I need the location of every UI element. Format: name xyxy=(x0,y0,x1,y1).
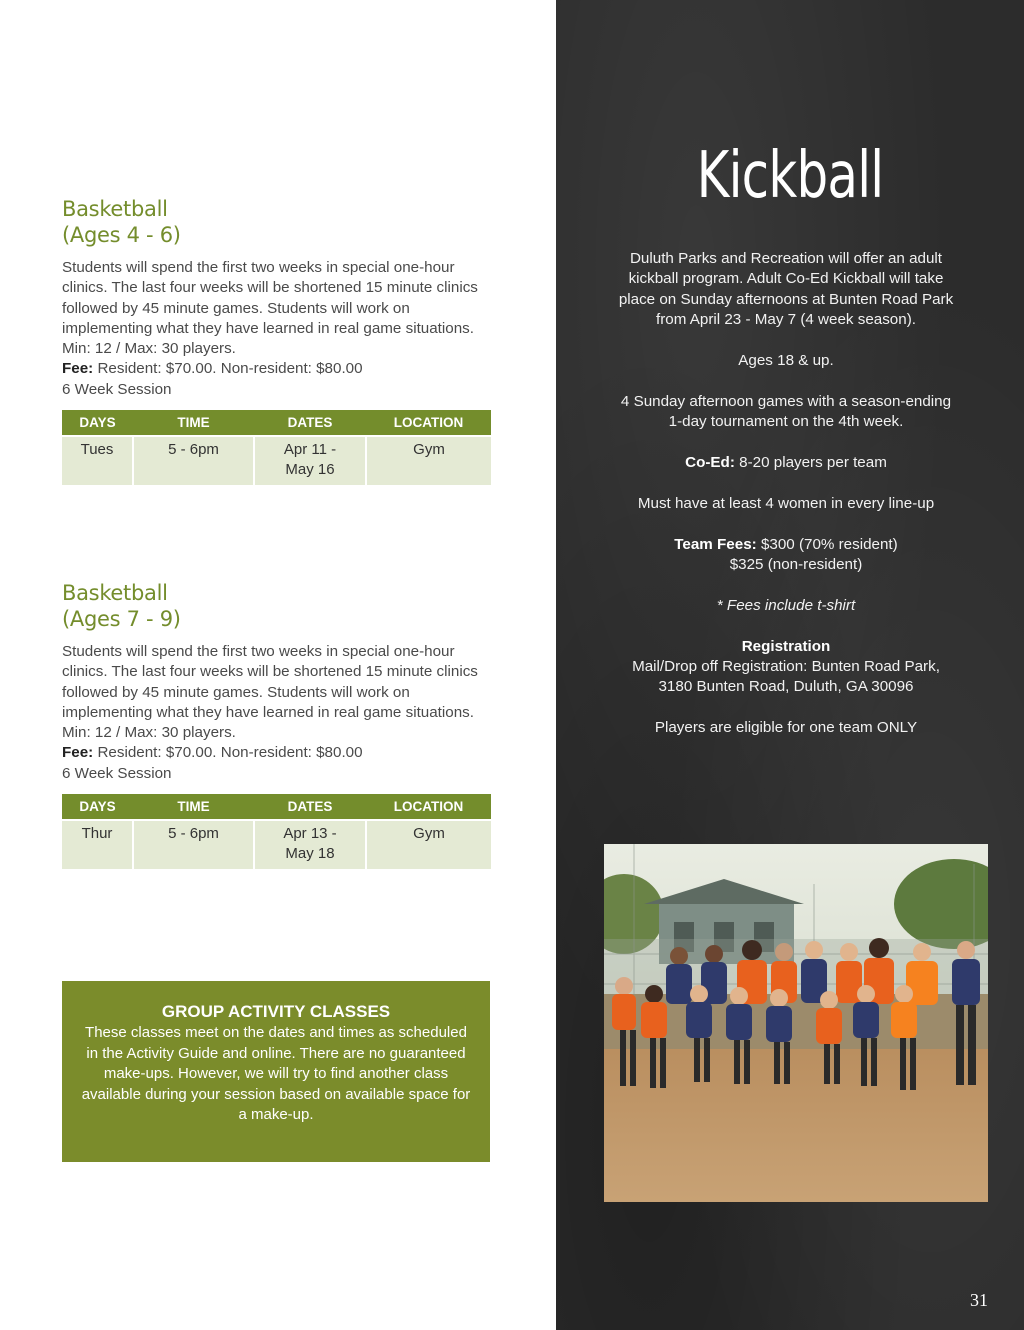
header-days: DAYS xyxy=(62,410,133,436)
table-header-row xyxy=(62,410,491,436)
kickball-ages: Ages 18 & up. xyxy=(738,352,834,370)
program-session: 6 Week Session xyxy=(62,764,172,782)
fee-text: Resident: $70.00. Non-resident: $80.00 xyxy=(93,360,363,378)
table-row xyxy=(62,436,491,485)
kickball-women: Must have at least 4 women in every line-up xyxy=(637,494,935,512)
header-time: TIME xyxy=(133,410,254,436)
group-activity-text: These classes meet on the dates and times as scheduled in the Activity Guide and online. There are no guaranteed make-ups. However, we will try to find another class available during your session based on available space for a make-up. xyxy=(81,1024,471,1123)
program-title-line1: Basketball xyxy=(62,197,168,221)
cell-location: Gym xyxy=(366,436,491,485)
registration-text: Mail/Drop off Registration: Bunten Road Park, 3180 Bunten Road, Duluth, GA 30096 xyxy=(632,658,940,696)
table-header-row xyxy=(62,794,491,820)
kickball-games: 4 Sunday afternoon games with a season-ending 1-day tournament on the 4th week. xyxy=(620,392,952,431)
program-title xyxy=(62,580,492,632)
header-dates: DATES xyxy=(254,794,366,820)
program-basketball-4-6 xyxy=(62,196,492,485)
fees-label: Team Fees: xyxy=(674,535,757,553)
schedule-table xyxy=(62,410,491,485)
fee-label: Fee: xyxy=(62,744,94,762)
cell-dates-line1: Apr 13 - xyxy=(283,825,337,843)
kickball-panel xyxy=(556,0,1024,1330)
header-time: TIME xyxy=(133,794,254,820)
header-location: LOCATION xyxy=(366,794,491,820)
cell-time: 5 - 6pm xyxy=(133,436,254,485)
coed-text: 8-20 players per team xyxy=(734,454,887,472)
team-photo xyxy=(604,844,988,1202)
header-days: DAYS xyxy=(62,794,133,820)
kickball-intro: Duluth Parks and Recreation will offer an adult kickball program. Adult Co-Ed Kickball will take place on Sunday afternoons at Bunten Road Park from April 23 - May 7 (4 week season). xyxy=(618,250,954,329)
kickball-title: Kickball xyxy=(696,139,884,213)
program-title-line2: (Ages 4 - 6) xyxy=(62,223,181,247)
group-activity-box xyxy=(62,981,490,1162)
header-dates: DATES xyxy=(254,410,366,436)
registration-label: Registration xyxy=(741,637,831,655)
cell-location: Gym xyxy=(366,820,491,869)
kickball-registration xyxy=(616,637,956,698)
group-activity-title: GROUP ACTIVITY CLASSES xyxy=(161,1002,391,1021)
team-photo-illustration xyxy=(604,844,988,1202)
cell-days: Thur xyxy=(62,820,133,869)
program-fee xyxy=(62,359,492,379)
kickball-details xyxy=(616,249,956,759)
program-description: Students will spend the first two weeks in special one-hour clinics. The last four weeks will be shortened 15 minute clinics followed by 45 minute games. Students will work on implementing what they have learned in real game situations. Min: 12 / Max: 30 players. xyxy=(62,643,478,742)
fees-note: * Fees include t-shirt xyxy=(716,596,856,614)
program-title-line1: Basketball xyxy=(62,581,168,605)
cell-dates xyxy=(254,436,366,485)
program-title xyxy=(62,196,492,248)
program-session: 6 Week Session xyxy=(62,380,172,398)
program-description: Students will spend the first two weeks in special one-hour clinics. The last four weeks will be shortened 15 minute clinics followed by 45 minute games. Students will work on implementing what they have learned in real game situations. Min: 12 / Max: 30 players. xyxy=(62,259,478,358)
cell-time: 5 - 6pm xyxy=(133,820,254,869)
fees-resident: $300 (70% resident) xyxy=(756,535,898,553)
kickball-fees xyxy=(616,535,956,576)
program-fee xyxy=(62,743,492,763)
program-title-line2: (Ages 7 - 9) xyxy=(62,607,181,631)
header-location: LOCATION xyxy=(366,410,491,436)
kickball-coed xyxy=(616,453,956,473)
table-row xyxy=(62,820,491,869)
cell-dates-line2: May 16 xyxy=(285,461,335,479)
kickball-eligibility: Players are eligible for one team ONLY xyxy=(654,719,918,737)
cell-days: Tues xyxy=(62,436,133,485)
page-number: 31 xyxy=(970,1290,988,1310)
cell-dates-line1: Apr 11 - xyxy=(283,441,337,459)
cell-dates xyxy=(254,820,366,869)
schedule-table xyxy=(62,794,491,869)
fees-nonresident: $325 (non-resident) xyxy=(729,556,863,574)
program-basketball-7-9 xyxy=(62,580,492,869)
kickball-fees-note xyxy=(616,596,956,616)
fee-label: Fee: xyxy=(62,360,94,378)
cell-dates-line2: May 18 xyxy=(285,845,335,863)
coed-label: Co-Ed: xyxy=(685,454,735,472)
fee-text: Resident: $70.00. Non-resident: $80.00 xyxy=(93,744,363,762)
